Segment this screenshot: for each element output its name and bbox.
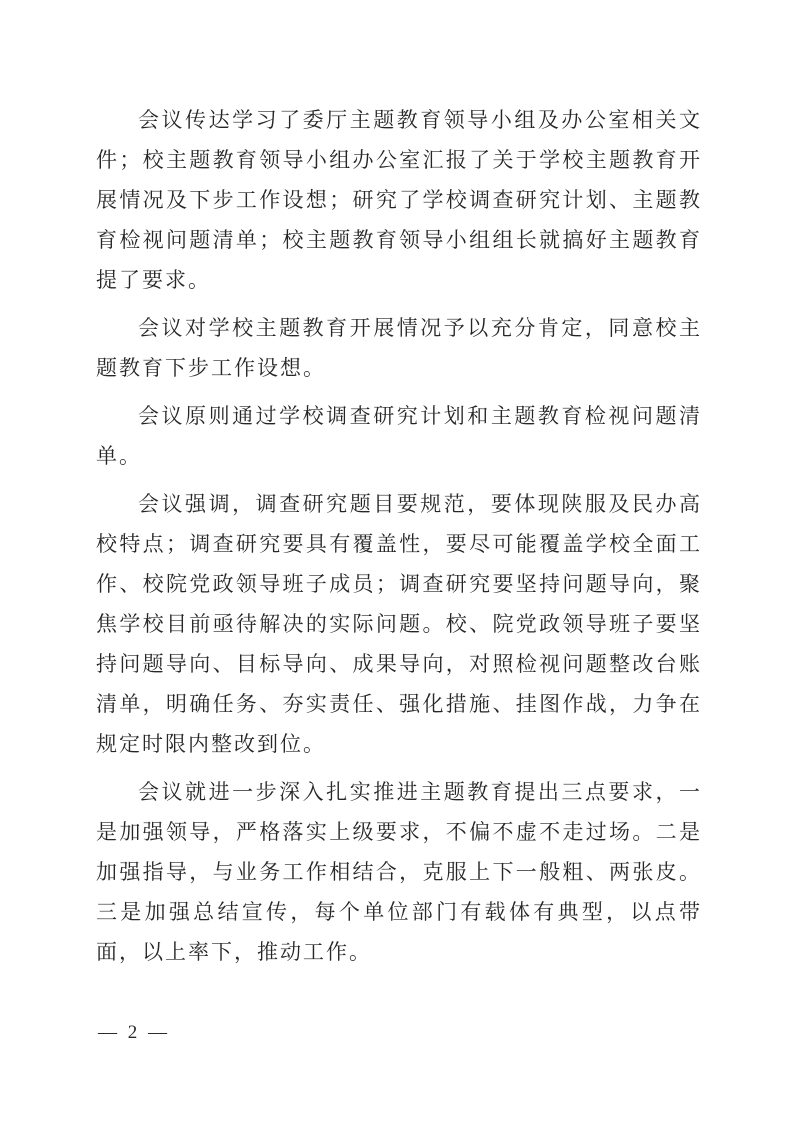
- paragraph-4: 会议强调，调查研究题目要规范，要体现陕服及民办高校特点；调查研究要具有覆盖性，要尽可能覆盖学校全面工作、校院党政领导班子成员；调查研究要坚持问题导向，聚焦学校目前亟待解决的实际问题。校、院党政领导班子要坚持问题导向、目标导向、成果导向，对照检视问题整改台账清单，明确任务、夯实责任、强化措施、挂图作战，力争在规定时限内整改到位。: [96, 492, 702, 756]
- document-body: [96, 100, 702, 980]
- page-number: — 2 —: [98, 1022, 170, 1043]
- paragraph-3: 会议原则通过学校调查研究计划和主题教育检视问题清单。: [96, 404, 702, 468]
- paragraph-2: 会议对学校主题教育开展情况予以充分肯定，同意校主题教育下步工作设想。: [96, 316, 702, 380]
- paragraph-1: 会议传达学习了委厅主题教育领导小组及办公室相关文件；校主题教育领导小组办公室汇报了关于学校主题教育开展情况及下步工作设想；研究了学校调查研究计划、主题教育检视问题清单；校主题教育领导小组组长就搞好主题教育提了要求。: [96, 108, 702, 292]
- paragraph-5: 会议就进一步深入扎实推进主题教育提出三点要求，一是加强领导，严格落实上级要求，不偏不虚不走过场。二是加强指导，与业务工作相结合，克服上下一般粗、两张皮。三是加强总结宣传，每个单位部门有载体有典型，以点带面，以上率下，推动工作。: [96, 780, 702, 964]
